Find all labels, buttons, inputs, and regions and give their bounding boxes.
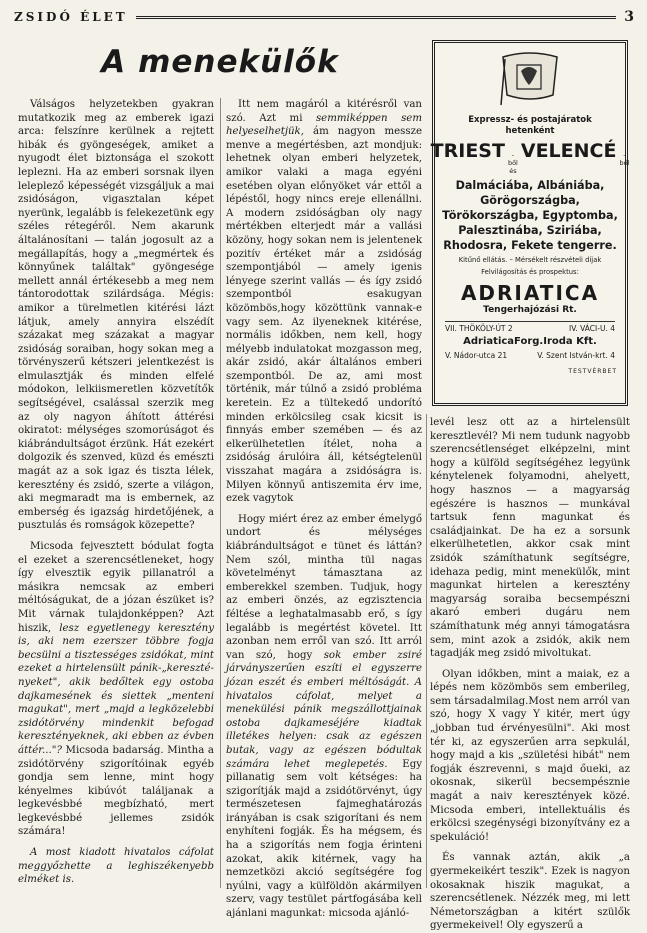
paragraph: És vannak aztán, akik „a gyermekeikért teszik". Ezek is nagyon okosaknak hiszik magukat, a szerencsétlenek. Nézzék meg, mi lett Németországban a kitért szülők gyermekeivel! Oly egyszerű a xyxy=(430,852,630,932)
column-divider xyxy=(220,98,221,888)
adriatica-advertisement xyxy=(432,40,628,406)
paragraph: Micsoda fejvesztett bódulat fogta el ezeket a szerencsétleneket, hogy így elvesztik egyik pillanatról a másikra nemcsak az emberi méltóságukat, de a józan észüket is? Mit várnak tulajdonképpen? Azt hiszik, lesz egyetlenegy keresztény is, aki nem ezerszer többre fogja becsülni a tisztességes zsidókat, mint ezeket a hirtelensült pánik-„kereszté-nyeket", akik bedőltek egy ostoba dajkamesének és siettek „menteni magukat", mert „majd a legközelebbi zsidótörvény mindenkit befogad keresztényeknek, aki ebben az évben áttér..."? Micsoda badarság. Mintha a zsidótörvény szigorítóinak egyéb gondja sem lenne, mint hogy kényelmes kibúvót találjanak a legkevésbbé megbízható, mert legkevésbbé jellemes zsidók számára! xyxy=(18,541,214,838)
flag-emblem-icon xyxy=(497,47,563,107)
publication-name: ZSIDÓ ÉLET xyxy=(14,10,128,24)
header-rule xyxy=(136,16,617,19)
ad-address: VII. THÖKÖLY-ÚT 2 IV. VÁCI-U. 4 xyxy=(445,321,615,333)
ad-line: Expressz- és postajáratok hetenként xyxy=(468,115,592,136)
column-divider xyxy=(426,414,427,888)
paragraph: Itt nem magáról a kitérésről van szó. Azt mi semmiképpen sem helyeselhetjük, ám nagyon messze menve a megértésben, azt mondjuk: lehetnek olyan emberi helyzetek, amikor valaki a maga egyéni esetében olyan előnyöket vár ettől a lépéstől, hogy nincs ereje ellenállni. A modern zsidóságban oly nagy mértékben elterjedt már a vallási közöny, hogy sokan nem is jelentenek pozitív értéket már a zsidóság szempontjából — amely igenis lényege szerint vallás — és így zsidó szempontból esakugyan közömbös,hogy közöttünk vannak-e vagy sem. Az ilyeneknek kitérése, normális időkben, nem kell, hogy mélyebb indulatokat mozgasson meg, akár zsidó, akár általános emberi szempontból. De az, ami most történik, már túlnő a zsidó probléma keretein. Ez a tültekedő undorító minden erkölcsileg csak kicsit is finnyás ember szemében — és az elkerülhetetlen ítélet, noha a zsidóság árulóira áll, kétségtelenül visszahat magára a zsidóságra is. Milyen könnyű antiszemita érv ime, ezek vagytok xyxy=(226,99,422,505)
ad-company: Tengerhajózási Rt. xyxy=(483,305,577,315)
ad-address-2: V. Nádor-utca 21 V. Szent István-krt. 4 xyxy=(445,351,615,360)
paragraph: levél lesz ott az a hirtelensült keresztlevél? Mi nem tudunk nagyobb szerencsétlenséget elképzelni, mint hogy a külföld segítségéhez legyünk kénytelenek folyamodni, ahelyett, hogy hasznos — a magyarság egészére is hasznos — munkával tartsuk fenn magunkat és családjainkat. De ha ez a sorsunk elkerülhetetlen, akkor csak mint zsidók számíthatunk segítségre, idehaza pedig, mint menekülők, mint magunkat hirtelen a keresztény magyarság soraiba becsempészni akaró emberi dugáru nem számíthatunk még annyi támogatásra sem, mint azok a zsidók, akik nem tagadják meg zsidó mivoltukat. xyxy=(430,417,630,660)
page-number: 3 xyxy=(624,9,634,25)
ad-route: TRIEST -ből és VELENCÉ -ből xyxy=(430,140,630,175)
paragraph: A most kiadott hivatalos cáfolat meggyőzhette a leghiszékenyebb elméket is. xyxy=(18,847,214,886)
italic-text: semmiképpen sem helyeselhetjük, xyxy=(226,112,422,138)
ad-brand: ADRIATICA xyxy=(460,281,600,305)
article-column-1 xyxy=(18,98,214,898)
italic-text: lesz egyetlenegy keresztény is, aki nem ezerszer többre fogja becsülni a tisztességes zsidókat, mint ezeket a hirtelensült pánik-„kereszté-nyeket", akik bedőltek egy ostoba dajkamesének és siettek „menteni magukat", mert „majd a legközelebbi zsidótörvény mindenkit befogad keresztényeknek, aki ebben az évben áttér..."? xyxy=(18,622,214,756)
paragraph: Válságos helyzetekben gyakran mutatkozik meg az emberek igazi arca: felszínre kerülnek a rejtett hibák és gyöngeségek, amiket a nyugodt élet biztonsága el szokott leplezni. Ha az emberi sorsnak ilyen leleplező képességét vizsgáljuk a mai zsidóságon, vigasztalan képet nyerünk, legalább is felekezetünk egy széles rétegéről. Nem akarunk általánosítani — talán jogosult az a megállapítás, hogy a „megmértek és könnyűnek találtak" gyöngesége mellett annál értékesebb a meg nem tántorodottak szilárdsága. Mégis: amikor a türelmetlen kitérési lázt látjuk, amely annyira elszédít százakat meg százakat a magyar zsidóság soraiban, hogy sokan meg a törvényszerű kétszeri jelentkezést is elmulasztják és minden elfelé módokon, lelkiismeretlen közvetítők segítségével, csalással szerzik meg az oly nagyon áhított áttérési okiratot: mélységes szomorúságot és kiábrándultságot érzünk. Hát ezekért dolgozik és szenved, küzd és emészti magát az a sok igaz és tiszta lélek, keresztény és zsidó, szerte a világon, aki megmaradt ma is embernek, az emberség és igazság hirdetőjének, a pusztulás és romságok közepette? xyxy=(18,99,214,532)
ad-destinations: Dalmáciába, Albániába, Görögországba, Törökországba, Egyptomba, Palesztinába, Sziriába, Rhodosra, Fekete tengerre. xyxy=(442,179,618,252)
paragraph: Hogy miért érez az ember émelygő undort és mélységes kiábrándultságot e tünet és láttán? Nem szól, mintha tül nagas követelményt támasztana az emberekkel szemben. Tudjuk, hogy az emberi önzés, az egzisztencia féltése a leghatalmasabb erő, s így legalább is megértést követel. Itt azonban nem erről van szó. Itt arról van szó, hogy sok ember zsiré járványszerűen eszíti el egyszerre józan eszét és emberi méltóságát. A hivatalos cáfolat, melyet a menekülési pánik megszállottjainak ostoba dajkameséjére kiadtak illetékes helyen: csak az egészen butak, vagy az egészen bódultak számára lehet meglepetés. Egy pillanatig sem volt kétséges: ha szigorítják majd a zsidótörvényt, úgy természetesen fajmeghatározás irányában is csak szigorítani és nem enyhíteni fogják. És ha mégsem, és ha a szigorítás nem fogja érinteni azokat, akik kitérnek, vagy ha nemzetközi akció segítségére fog nyúlni, vagy a külföldön akármilyen szerv, vagy testület pártfogásába kell ajánlani magunkat: micsoda ajánló- xyxy=(226,513,423,920)
article-column-2 xyxy=(226,98,423,920)
italic-text: sok ember zsiré járványszerűen eszíti el egyszerre józan eszét és emberi méltóságát. A hivatalos cáfolat, melyet a menekülési pánik megszállottjainak ostoba dajkameséjére kiadtak illetékes helyen: csak az egészen butak, vagy az egészen bódultak számára lehet meglepetés. xyxy=(226,649,423,770)
paragraph: Olyan időkben, mint a maiak, ez a lépés nem közömbös sem emberileg, sem társadalmilag.Most nem arról van szó, hogy X vagy Y kitér, mert úgy „jobban tud érvényesülni". Aki most tér ki, az egyszerűen arra sepkulál, hogy majd a kis „születési hibát" nem fogják észrevenni, s majd őueki, az okosnak, sikerül becsempésznie magát a naiv keresztények közé. Micsoda emberi, intellektuális és erkölcsi szegénységi bizonyítvány ez a spekuláció! xyxy=(430,668,630,843)
ad-agency: AdriaticaForg.Iroda Kft. xyxy=(463,336,597,347)
article-title: A menekülők xyxy=(101,44,339,80)
page-header xyxy=(14,6,634,28)
ad-service: Kitűnő ellátás. – Mérsékelt részvételi díjak xyxy=(458,256,602,264)
article-column-3 xyxy=(430,416,630,932)
ad-info: Felvilágosítás és prospektus: xyxy=(481,268,579,276)
ad-footer: TESTVÉRBET xyxy=(568,368,617,375)
